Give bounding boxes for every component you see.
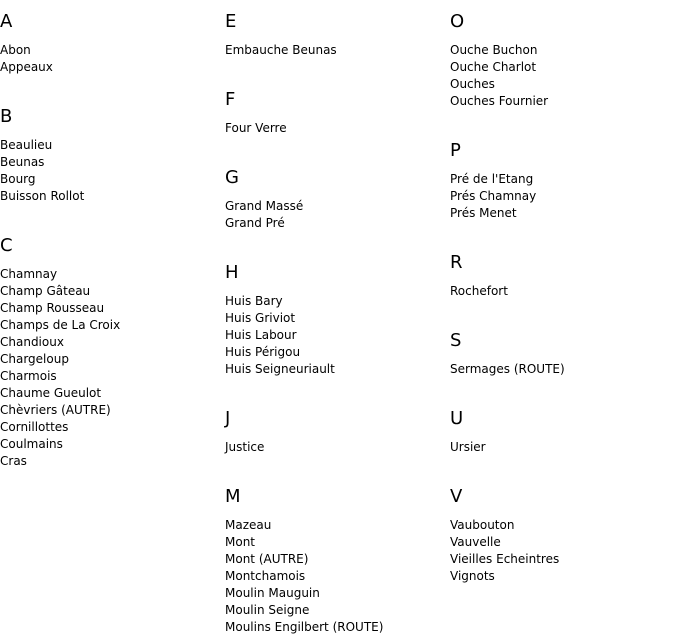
place-name: Grand Massé <box>225 199 304 213</box>
place-name-list <box>450 439 675 456</box>
place-name-list <box>225 439 450 456</box>
place-name-list <box>450 42 675 110</box>
index-column-3 <box>450 0 675 585</box>
letter-heading: M <box>225 486 241 507</box>
place-name: Huis Périgou <box>225 345 301 359</box>
letter-group <box>0 235 225 470</box>
place-name-list <box>450 171 675 222</box>
letter-heading: O <box>450 11 465 32</box>
place-name: Sermages (ROUTE) <box>450 362 565 376</box>
letter-heading: S <box>450 330 462 351</box>
place-name-list <box>225 517 450 636</box>
place-name-list <box>0 42 225 76</box>
place-name: Ouche Charlot <box>450 60 537 74</box>
place-name: Chargeloup <box>0 352 69 366</box>
place-name: Ouches <box>450 77 495 91</box>
place-name-list <box>0 137 225 205</box>
place-name: Chandioux <box>0 335 64 349</box>
place-name: Appeaux <box>0 60 53 74</box>
place-name: Vignots <box>450 569 495 583</box>
letter-heading: E <box>225 11 237 32</box>
letter-heading: B <box>0 106 13 127</box>
place-name: Vieilles Echeintres <box>450 552 560 566</box>
place-name-list <box>225 42 450 59</box>
place-name: Mazeau <box>225 518 272 532</box>
place-name-list <box>450 361 675 378</box>
letter-heading: U <box>450 408 464 429</box>
place-name: Mont <box>225 535 256 549</box>
letter-group <box>450 330 675 378</box>
place-name: Moulin Mauguin <box>225 586 320 600</box>
letter-group <box>225 167 450 232</box>
place-name: Moulins Engilbert (ROUTE) <box>225 620 384 634</box>
place-name-list <box>450 517 675 585</box>
place-name: Grand Pré <box>225 216 285 230</box>
index-column-2 <box>225 0 450 636</box>
place-name: Chèvriers (AUTRE) <box>0 403 111 417</box>
place-name: Chamnay <box>0 267 58 281</box>
place-name: Champ Rousseau <box>0 301 105 315</box>
letter-heading: P <box>450 140 461 161</box>
place-name: Four Verre <box>225 121 287 135</box>
place-name: Cras <box>0 454 27 468</box>
place-name: Bourg <box>0 172 36 186</box>
place-name: Prés Menet <box>450 206 517 220</box>
letter-group <box>450 140 675 222</box>
place-name: Champ Gâteau <box>0 284 91 298</box>
place-name: Prés Chamnay <box>450 189 537 203</box>
index-column-1 <box>0 0 225 470</box>
place-name: Chaume Gueulot <box>0 386 102 400</box>
place-name: Ouches Fournier <box>450 94 549 108</box>
place-name: Abon <box>0 43 31 57</box>
place-name: Charmois <box>0 369 57 383</box>
place-name: Huis Labour <box>225 328 297 342</box>
letter-heading: V <box>450 486 463 507</box>
place-name: Champs de La Croix <box>0 318 121 332</box>
letter-heading: R <box>450 252 463 273</box>
place-name: Huis Griviot <box>225 311 296 325</box>
place-name: Embauche Beunas <box>225 43 337 57</box>
place-name: Vaubouton <box>450 518 515 532</box>
place-name-list <box>225 293 450 378</box>
place-name: Cornillottes <box>0 420 69 434</box>
place-name-list <box>225 120 450 137</box>
place-name: Vauvelle <box>450 535 501 549</box>
letter-heading: C <box>0 235 13 256</box>
letter-group <box>0 106 225 205</box>
place-name: Beunas <box>0 155 45 169</box>
letter-group <box>0 11 225 76</box>
letter-group <box>225 11 450 59</box>
place-name: Justice <box>225 440 265 454</box>
place-name: Montchamois <box>225 569 306 583</box>
place-name: Moulin Seigne <box>225 603 310 617</box>
letter-group <box>225 89 450 137</box>
place-name: Ursier <box>450 440 486 454</box>
letter-group <box>225 262 450 378</box>
letter-group <box>450 408 675 456</box>
place-name: Buisson Rollot <box>0 189 85 203</box>
letter-group <box>225 408 450 456</box>
place-name-list <box>225 198 450 232</box>
place-name: Coulmains <box>0 437 63 451</box>
place-name: Beaulieu <box>0 138 53 152</box>
place-name-list <box>450 283 675 300</box>
place-name: Pré de l'Etang <box>450 172 534 186</box>
letter-group <box>450 11 675 110</box>
place-name-list <box>0 266 225 470</box>
letter-group <box>450 486 675 585</box>
letter-heading: F <box>225 89 236 110</box>
place-name: Ouche Buchon <box>450 43 538 57</box>
letter-group <box>450 252 675 300</box>
place-name: Huis Seigneuriault <box>225 362 335 376</box>
letter-heading: H <box>225 262 239 283</box>
place-name: Huis Bary <box>225 294 283 308</box>
letter-heading: J <box>225 408 231 429</box>
place-name: Rochefort <box>450 284 508 298</box>
letter-heading: G <box>225 167 239 188</box>
letter-heading: A <box>0 11 13 32</box>
letter-group <box>225 486 450 636</box>
place-name: Mont (AUTRE) <box>225 552 309 566</box>
